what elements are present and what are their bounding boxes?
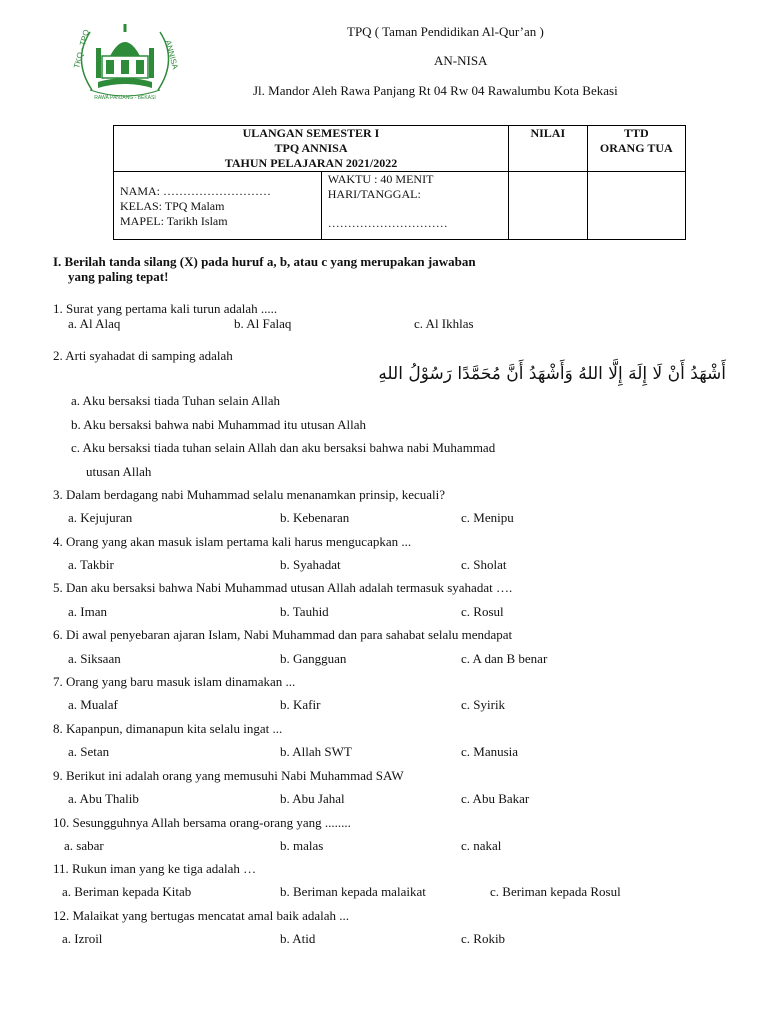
nilai-cell	[509, 172, 588, 240]
q9-option-b[interactable]: b. Abu Jahal	[280, 791, 345, 806]
q11-option-b[interactable]: b. Beriman kepada malaikat	[280, 884, 426, 899]
q5-option-a[interactable]: a. Iman	[68, 604, 107, 619]
question-2: 2. Arti syahadat di samping adalah	[53, 348, 233, 363]
q1-option-b[interactable]: b. Al Falaq	[234, 316, 292, 331]
mapel-field: MAPEL: Tarikh Islam	[120, 214, 228, 228]
q10-option-a[interactable]: a. sabar	[64, 838, 104, 853]
q3-option-b[interactable]: b. Kebenaran	[280, 510, 350, 525]
ttd-cell	[587, 172, 685, 240]
q10-option-b[interactable]: b. malas	[280, 838, 324, 853]
instruction-line1: I. Berilah tanda silang (X) pada huruf a, b, atau c yang merupakan jawaban	[53, 254, 476, 269]
question-6: 6. Di awal penyebaran ajaran Islam, Nabi Muhammad dan para sahabat selalu mendapat	[53, 627, 513, 642]
q10-option-c[interactable]: c. nakal	[461, 838, 502, 853]
q6-option-c[interactable]: c. A dan B benar	[461, 651, 548, 666]
q6-option-a[interactable]: a. Siksaan	[68, 651, 121, 666]
q1-option-a[interactable]: a. Al Alaq	[68, 316, 121, 331]
exam-title: ULANGAN SEMESTER I	[242, 126, 380, 140]
hari-field: HARI/TANGGAL:	[327, 187, 421, 201]
exam-school: TPQ ANNISA	[274, 141, 348, 155]
waktu-field: WAKTU : 40 MENIT	[327, 172, 434, 186]
q2-option-c-cont: utusan Allah	[86, 464, 152, 479]
exam-title-cell	[114, 126, 509, 172]
nilai-header: NILAI	[509, 126, 588, 172]
q1-option-c[interactable]: c. Al Ikhlas	[414, 316, 474, 331]
ttd-label: TTD	[623, 126, 649, 140]
question-4: 4. Orang yang akan masuk islam pertama kali harus mengucapkan ...	[53, 534, 412, 549]
q2-option-a[interactable]: a. Aku bersaksi tiada Tuhan selain Allah	[71, 393, 281, 408]
q6-option-b[interactable]: b. Gangguan	[280, 651, 347, 666]
q2-option-c[interactable]: c. Aku bersaksi tiada tuhan selain Allah dan aku bersaksi bahwa nabi Muhammad	[71, 440, 496, 455]
instruction-line2: yang paling tepat!	[68, 269, 169, 284]
header-line3: Jl. Mandor Aleh Rawa Panjang Rt 04 Rw 04 Rawalumbu Kota Bekasi	[253, 83, 618, 98]
question-9: 9. Berikut ini adalah orang yang memusuhi Nabi Muhammad SAW	[53, 768, 404, 783]
question-10: 10. Sesungguhnya Allah bersama orang-orang yang ........	[53, 815, 351, 830]
q8-option-c[interactable]: c. Manusia	[461, 744, 519, 759]
syahadat-arabic: أَشْهَدُ أَنْ لَا إِلَهَ إِلَّا اللهُ وَأَشْهَدُ أَنَّ مُحَمَّدًا رَسُوْلُ اللهِ	[378, 364, 726, 384]
q7-option-b[interactable]: b. Kafir	[280, 697, 321, 712]
q8-option-b[interactable]: b. Allah SWT	[280, 744, 352, 759]
question-7: 7. Orang yang baru masuk islam dinamakan ...	[53, 674, 296, 689]
q11-option-a[interactable]: a. Beriman kepada Kitab	[62, 884, 192, 899]
q7-option-c[interactable]: c. Syirik	[461, 697, 506, 712]
q9-option-c[interactable]: c. Abu Bakar	[461, 791, 530, 806]
student-info-cell	[114, 172, 322, 240]
question-12: 12. Malaikat yang bertugas mencatat amal baik adalah ...	[53, 908, 349, 923]
hari-dots: …………………………	[327, 216, 448, 230]
q2-option-b[interactable]: b. Aku bersaksi bahwa nabi Muhammad itu utusan Allah	[71, 417, 366, 432]
q5-option-c[interactable]: c. Rosul	[461, 604, 504, 619]
q12-option-c[interactable]: c. Rokib	[461, 931, 506, 946]
logo-text-bottom: RAWA PANJANG - BEKASI	[94, 95, 156, 101]
q4-option-b[interactable]: b. Syahadat	[280, 557, 341, 572]
q7-option-a[interactable]: a. Mualaf	[68, 697, 118, 712]
time-info-cell	[321, 172, 508, 240]
q12-option-b[interactable]: b. Atid	[280, 931, 316, 946]
question-11: 11. Rukun iman yang ke tiga adalah …	[53, 861, 257, 876]
header-line1: TPQ ( Taman Pendidikan Al-Qur’an )	[347, 24, 544, 39]
q5-option-b[interactable]: b. Tauhid	[280, 604, 329, 619]
kelas-field: KELAS: TPQ Malam	[120, 199, 225, 213]
logo-text-right: ANNISA	[163, 39, 180, 71]
q9-option-a[interactable]: a. Abu Thalib	[68, 791, 139, 806]
logo-text-left: TKQ - TPQ	[72, 28, 92, 70]
ttd-header	[587, 126, 685, 172]
question-8: 8. Kapanpun, dimanapun kita selalu ingat ...	[53, 721, 283, 736]
q8-option-a[interactable]: a. Setan	[68, 744, 110, 759]
school-logo	[62, 20, 188, 104]
orang-tua-label: ORANG TUA	[599, 141, 673, 155]
q4-option-c[interactable]: c. Sholat	[461, 557, 507, 572]
header-line2: AN-NISA	[434, 53, 488, 68]
exam-year: TAHUN PELAJARAN 2021/2022	[224, 156, 398, 170]
q12-option-a[interactable]: a. Izroil	[62, 931, 103, 946]
question-3: 3. Dalam berdagang nabi Muhammad selalu menanamkan prinsip, kecuali?	[53, 487, 446, 502]
q3-option-c[interactable]: c. Menipu	[461, 510, 514, 525]
exam-info-table	[113, 125, 686, 240]
nama-field: NAMA: ………………………	[120, 184, 272, 198]
question-5: 5. Dan aku bersaksi bahwa Nabi Muhammad utusan Allah adalah termasuk syahadat ….	[53, 580, 513, 595]
q3-option-a[interactable]: a. Kejujuran	[68, 510, 133, 525]
q11-option-c[interactable]: c. Beriman kepada Rosul	[490, 884, 621, 899]
question-1: 1. Surat yang pertama kali turun adalah .....	[53, 301, 278, 316]
q4-option-a[interactable]: a. Takbir	[68, 557, 114, 572]
